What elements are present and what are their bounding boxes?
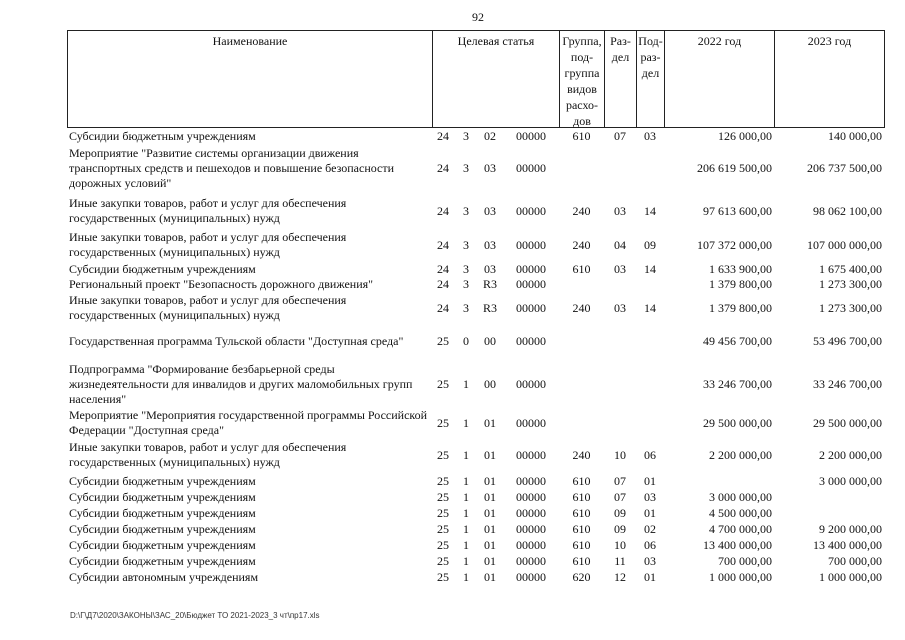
target-code-4: 00000 <box>516 204 546 218</box>
value-2023: 33 246 700,00 <box>813 377 882 391</box>
target-code-2: 1 <box>463 522 469 536</box>
subsection-code: 06 <box>644 448 656 462</box>
target-code-2: 3 <box>463 277 469 291</box>
row-name: Субсидии бюджетным учреждениям <box>69 474 256 488</box>
target-code-2: 1 <box>463 506 469 520</box>
target-code-2: 1 <box>463 570 469 584</box>
value-2022: 1 000 000,00 <box>709 570 772 584</box>
target-code-2: 3 <box>463 129 469 143</box>
row-name: Региональный проект "Безопасность дорожного движения" <box>69 277 374 291</box>
target-code-4: 00000 <box>516 334 546 348</box>
target-code-3: R3 <box>482 277 497 291</box>
target-code-2: 0 <box>463 334 469 348</box>
value-2023: 13 400 000,00 <box>813 538 882 552</box>
subsection-code: 09 <box>644 238 656 252</box>
subsection-code: 03 <box>644 554 656 568</box>
row-name: Субсидии бюджетным учреждениям <box>69 490 256 504</box>
target-code-1: 24 <box>437 277 449 291</box>
target-code-1: 25 <box>437 416 449 430</box>
row-name: Иные закупки товаров, работ и услуг для обеспечения государственных (муниципальных) нужд <box>69 293 347 322</box>
section-code: 10 <box>614 448 626 462</box>
section-code: 03 <box>614 204 626 218</box>
value-2023: 9 200 000,00 <box>819 522 882 536</box>
group-code: 240 <box>572 238 591 252</box>
target-code-1: 24 <box>437 301 449 315</box>
target-code-3: 01 <box>484 506 496 520</box>
target-code-3: 01 <box>484 416 496 430</box>
table-header <box>67 30 885 128</box>
value-2023: 107 000 000,00 <box>807 238 882 252</box>
value-2023: 2 200 000,00 <box>819 448 882 462</box>
subsection-code: 02 <box>644 522 656 536</box>
target-code-4: 00000 <box>516 301 546 315</box>
section-code: 11 <box>614 554 626 568</box>
value-2022: 3 000 000,00 <box>709 490 772 504</box>
target-code-3: 01 <box>484 570 496 584</box>
target-code-3: 03 <box>484 238 496 252</box>
row-name: Мероприятие "Развитие системы организации движения транспортных средств и пешеходов и повышение безопасности дорожных условий" <box>69 146 395 190</box>
target-code-4: 00000 <box>516 538 546 552</box>
target-code-1: 24 <box>437 238 449 252</box>
target-code-3: 01 <box>484 538 496 552</box>
target-code-4: 00000 <box>516 377 546 391</box>
value-2023: 1 675 400,00 <box>819 262 882 276</box>
target-code-1: 25 <box>437 522 449 536</box>
value-2023: 1 273 300,00 <box>819 277 882 291</box>
value-2022: 206 619 500,00 <box>697 161 772 175</box>
value-2023: 53 496 700,00 <box>813 334 882 348</box>
target-code-4: 00000 <box>516 474 546 488</box>
row-name: Субсидии бюджетным учреждениям <box>69 262 256 276</box>
header-group: Группа, под-группа видов расхо-дов <box>560 31 605 127</box>
header-subsection: Под-раз-дел <box>637 31 665 127</box>
target-code-1: 25 <box>437 474 449 488</box>
target-code-4: 00000 <box>516 161 546 175</box>
target-code-1: 24 <box>437 204 449 218</box>
row-name: Субсидии автономным учреждениям <box>69 570 259 584</box>
subsection-code: 01 <box>644 506 656 520</box>
value-2023: 700 000,00 <box>828 554 882 568</box>
subsection-code: 14 <box>644 301 656 315</box>
target-code-2: 3 <box>463 301 469 315</box>
row-name: Субсидии бюджетным учреждениям <box>69 554 256 568</box>
value-2023: 3 000 000,00 <box>819 474 882 488</box>
subsection-code: 06 <box>644 538 656 552</box>
target-code-4: 00000 <box>516 238 546 252</box>
row-name: Субсидии бюджетным учреждениям <box>69 129 256 143</box>
value-2022: 1 379 800,00 <box>709 301 772 315</box>
target-code-4: 00000 <box>516 416 546 430</box>
subsection-code: 03 <box>644 129 656 143</box>
target-code-4: 00000 <box>516 448 546 462</box>
target-code-2: 1 <box>463 554 469 568</box>
group-code: 610 <box>572 522 591 536</box>
group-code: 240 <box>572 204 591 218</box>
group-code: 610 <box>572 538 591 552</box>
target-code-3: 01 <box>484 554 496 568</box>
value-2023: 206 737 500,00 <box>807 161 882 175</box>
subsection-code: 14 <box>644 204 656 218</box>
group-code: 240 <box>572 301 591 315</box>
target-code-4: 00000 <box>516 490 546 504</box>
value-2023: 1 273 300,00 <box>819 301 882 315</box>
header-target: Целевая статья <box>433 31 560 127</box>
section-code: 07 <box>614 490 626 504</box>
header-2023: 2023 год <box>807 34 852 48</box>
header-name: Наименование <box>68 31 433 127</box>
target-code-1: 25 <box>437 554 449 568</box>
target-code-2: 1 <box>463 474 469 488</box>
target-code-4: 00000 <box>516 129 546 143</box>
section-code: 09 <box>614 522 626 536</box>
group-code: 610 <box>572 262 591 276</box>
section-code: 07 <box>614 474 626 488</box>
target-code-2: 1 <box>463 416 469 430</box>
value-2022: 49 456 700,00 <box>703 334 772 348</box>
subsection-code: 01 <box>644 474 656 488</box>
value-2022: 97 613 600,00 <box>703 204 772 218</box>
value-2022: 700 000,00 <box>718 554 772 568</box>
target-code-4: 00000 <box>516 277 546 291</box>
target-code-2: 3 <box>463 238 469 252</box>
row-name: Субсидии бюджетным учреждениям <box>69 538 256 552</box>
target-code-4: 00000 <box>516 570 546 584</box>
value-2022: 2 200 000,00 <box>709 448 772 462</box>
value-2023: 140 000,00 <box>828 129 882 143</box>
header-section: Раз-дел <box>605 31 637 127</box>
target-code-4: 00000 <box>516 554 546 568</box>
row-name: Иные закупки товаров, работ и услуг для обеспечения государственных (муниципальных) нужд <box>69 230 347 259</box>
target-code-1: 25 <box>437 570 449 584</box>
target-code-3: 00 <box>484 377 496 391</box>
subsection-code: 14 <box>644 262 656 276</box>
target-code-2: 1 <box>463 448 469 462</box>
value-2022: 13 400 000,00 <box>703 538 772 552</box>
row-name: Мероприятие "Мероприятия государственной программы Российской Федерации "Доступная среда" <box>69 408 428 437</box>
page-number: 92 <box>472 10 484 24</box>
target-code-2: 3 <box>463 204 469 218</box>
row-name: Субсидии бюджетным учреждениям <box>69 506 256 520</box>
row-name: Иные закупки товаров, работ и услуг для обеспечения государственных (муниципальных) нужд <box>69 440 347 469</box>
value-2023: 29 500 000,00 <box>813 416 882 430</box>
row-name: Подпрограмма "Формирование безбарьерной среды жизнедеятельности для инвалидов и других маломобильных групп населения" <box>69 362 413 406</box>
section-code: 10 <box>614 538 626 552</box>
target-code-3: 01 <box>484 448 496 462</box>
section-code: 07 <box>614 129 626 143</box>
group-code: 610 <box>572 506 591 520</box>
target-code-3: 00 <box>484 334 496 348</box>
target-code-1: 25 <box>437 448 449 462</box>
section-code: 12 <box>614 570 626 584</box>
group-code: 240 <box>572 448 591 462</box>
section-code: 03 <box>614 262 626 276</box>
target-code-1: 24 <box>437 161 449 175</box>
group-code: 610 <box>572 474 591 488</box>
value-2022: 107 372 000,00 <box>697 238 772 252</box>
target-code-1: 25 <box>437 334 449 348</box>
target-code-1: 25 <box>437 377 449 391</box>
group-code: 610 <box>572 554 591 568</box>
target-code-3: 02 <box>484 129 496 143</box>
target-code-2: 3 <box>463 161 469 175</box>
row-name: Субсидии бюджетным учреждениям <box>69 522 256 536</box>
row-name: Иные закупки товаров, работ и услуг для обеспечения государственных (муниципальных) нужд <box>69 196 347 225</box>
value-2023: 98 062 100,00 <box>813 204 882 218</box>
row-name: Государственная программа Тульской области "Доступная среда" <box>69 334 404 348</box>
value-2023: 1 000 000,00 <box>819 570 882 584</box>
target-code-1: 25 <box>437 490 449 504</box>
target-code-2: 1 <box>463 490 469 504</box>
value-2022: 126 000,00 <box>718 129 772 143</box>
header-2022: 2022 год <box>665 31 775 127</box>
target-code-3: 01 <box>484 522 496 536</box>
target-code-4: 00000 <box>516 262 546 276</box>
subsection-code: 03 <box>644 490 656 504</box>
section-code: 09 <box>614 506 626 520</box>
value-2022: 1 379 800,00 <box>709 277 772 291</box>
subsection-code: 01 <box>644 570 656 584</box>
section-code: 04 <box>614 238 626 252</box>
value-2022: 33 246 700,00 <box>703 377 772 391</box>
value-2022: 1 633 900,00 <box>709 262 772 276</box>
group-code: 620 <box>572 570 591 584</box>
target-code-1: 25 <box>437 506 449 520</box>
group-code: 610 <box>572 490 591 504</box>
target-code-3: 01 <box>484 474 496 488</box>
target-code-2: 1 <box>463 377 469 391</box>
section-code: 03 <box>614 301 626 315</box>
value-2022: 4 500 000,00 <box>709 506 772 520</box>
target-code-3: 03 <box>484 204 496 218</box>
target-code-3: R3 <box>482 301 497 315</box>
target-code-2: 1 <box>463 538 469 552</box>
file-path: D:\Г\Д7\2020\ЗАКОНЫ\ЗАС_20\Бюджет ТО 2021-2023_3 чт\пр17.xls <box>70 611 320 620</box>
target-code-3: 01 <box>484 490 496 504</box>
target-code-2: 3 <box>463 262 469 276</box>
target-code-3: 03 <box>484 262 496 276</box>
target-code-1: 25 <box>437 538 449 552</box>
target-code-1: 24 <box>437 262 449 276</box>
value-2022: 29 500 000,00 <box>703 416 772 430</box>
target-code-3: 03 <box>484 161 496 175</box>
value-2022: 4 700 000,00 <box>709 522 772 536</box>
target-code-4: 00000 <box>516 522 546 536</box>
group-code: 610 <box>572 129 591 143</box>
target-code-1: 24 <box>437 129 449 143</box>
target-code-4: 00000 <box>516 506 546 520</box>
